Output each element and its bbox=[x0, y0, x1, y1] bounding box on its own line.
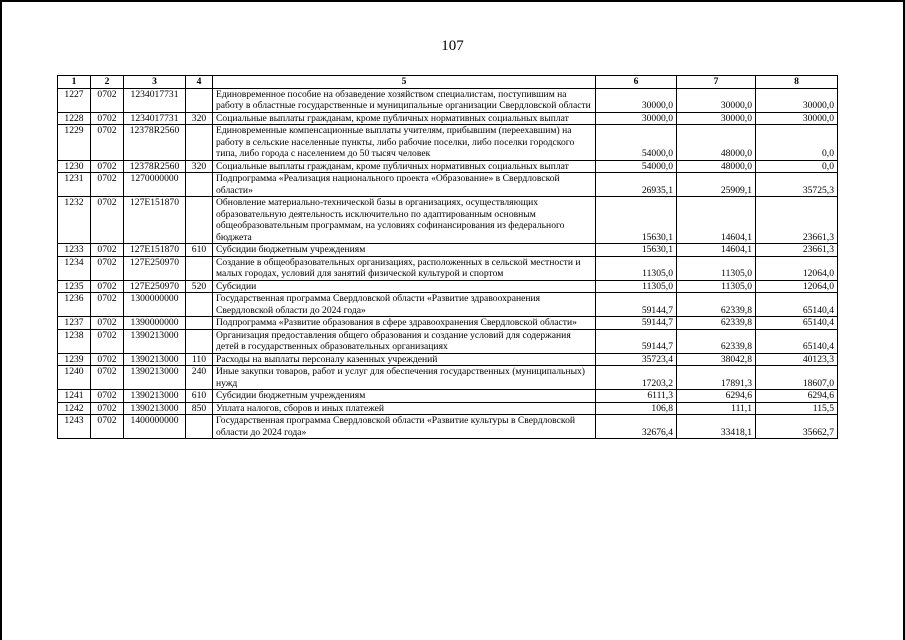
item-name-cell: Обновление материально-технической базы в организациях, осуществляющих образовательную деятельность исключительно по адаптированным основным общеобразовательным программам, на условиях софинансирования из федерального бюджета bbox=[213, 197, 596, 244]
row-number-cell: 1228 bbox=[58, 112, 91, 125]
item-name-cell: Субсидии бюджетным учреждениям bbox=[213, 390, 596, 403]
target-article-cell: 1390213000 bbox=[124, 402, 186, 415]
section-code-cell: 0702 bbox=[91, 415, 124, 439]
section-code-cell: 0702 bbox=[91, 173, 124, 197]
section-code-cell: 0702 bbox=[91, 329, 124, 353]
item-name-cell: Уплата налогов, сборов и иных платежей bbox=[213, 402, 596, 415]
page-number: 107 bbox=[441, 38, 464, 54]
amount-col7-cell: 62339,8 bbox=[677, 329, 756, 353]
amount-col8-cell: 23661,3 bbox=[756, 197, 838, 244]
amount-col8-cell: 30000,0 bbox=[756, 88, 838, 112]
amount-col6-cell: 15630,1 bbox=[596, 197, 677, 244]
amount-col6-cell: 11305,0 bbox=[596, 256, 677, 280]
row-number-cell: 1233 bbox=[58, 244, 91, 257]
amount-col6-cell: 59144,7 bbox=[596, 329, 677, 353]
expense-type-cell bbox=[186, 125, 213, 161]
expense-type-cell: 320 bbox=[186, 160, 213, 173]
table-row bbox=[58, 415, 838, 439]
section-code-cell: 0702 bbox=[91, 112, 124, 125]
amount-col8-cell: 65140,4 bbox=[756, 329, 838, 353]
amount-col8-cell: 18607,0 bbox=[756, 366, 838, 390]
amount-col7-cell: 11305,0 bbox=[677, 256, 756, 280]
expense-type-cell bbox=[186, 317, 213, 330]
col-header-6: 6 bbox=[596, 76, 677, 89]
target-article-cell: 127E151870 bbox=[124, 244, 186, 257]
amount-col7-cell: 30000,0 bbox=[677, 88, 756, 112]
item-name-cell: Субсидии bbox=[213, 280, 596, 293]
col-header-2: 2 bbox=[91, 76, 124, 89]
expense-type-cell: 610 bbox=[186, 390, 213, 403]
row-number-cell: 1241 bbox=[58, 390, 91, 403]
table-row bbox=[58, 390, 838, 403]
table-header-row bbox=[58, 76, 838, 89]
amount-col6-cell: 59144,7 bbox=[596, 317, 677, 330]
table-row bbox=[58, 293, 838, 317]
row-number-cell: 1227 bbox=[58, 88, 91, 112]
expense-type-cell: 850 bbox=[186, 402, 213, 415]
item-name-cell: Государственная программа Свердловской области «Развитие культуры в Свердловской области до 2024 года» bbox=[213, 415, 596, 439]
item-name-cell: Социальные выплаты гражданам, кроме публичных нормативных социальных выплат bbox=[213, 160, 596, 173]
row-number-cell: 1234 bbox=[58, 256, 91, 280]
scan-edge-top bbox=[0, 0, 905, 2]
amount-col6-cell: 17203,2 bbox=[596, 366, 677, 390]
amount-col7-cell: 38042,8 bbox=[677, 353, 756, 366]
amount-col6-cell: 6111,3 bbox=[596, 390, 677, 403]
col-header-5: 5 bbox=[213, 76, 596, 89]
target-article-cell: 127E250970 bbox=[124, 280, 186, 293]
target-article-cell: 1390213000 bbox=[124, 353, 186, 366]
target-article-cell: 1390000000 bbox=[124, 317, 186, 330]
expense-type-cell bbox=[186, 173, 213, 197]
expense-type-cell: 520 bbox=[186, 280, 213, 293]
scan-edge-left bbox=[0, 0, 2, 640]
amount-col6-cell: 32676,4 bbox=[596, 415, 677, 439]
target-article-cell: 1390213000 bbox=[124, 390, 186, 403]
target-article-cell: 12378R2560 bbox=[124, 160, 186, 173]
expense-type-cell bbox=[186, 415, 213, 439]
amount-col8-cell: 35725,3 bbox=[756, 173, 838, 197]
expense-type-cell bbox=[186, 293, 213, 317]
expense-type-cell bbox=[186, 256, 213, 280]
target-article-cell: 1234017731 bbox=[124, 88, 186, 112]
expense-type-cell bbox=[186, 197, 213, 244]
table-row bbox=[58, 197, 838, 244]
row-number-cell: 1240 bbox=[58, 366, 91, 390]
amount-col6-cell: 59144,7 bbox=[596, 293, 677, 317]
item-name-cell: Подпрограмма «Развитие образования в сфере здравоохранения Свердловской области» bbox=[213, 317, 596, 330]
expense-type-cell bbox=[186, 329, 213, 353]
row-number-cell: 1230 bbox=[58, 160, 91, 173]
table-row bbox=[58, 244, 838, 257]
amount-col7-cell: 33418,1 bbox=[677, 415, 756, 439]
item-name-cell: Создание в общеобразовательных организациях, расположенных в сельской местности и малых городах, условий для занятий физической культурой и спортом bbox=[213, 256, 596, 280]
table-row bbox=[58, 125, 838, 161]
amount-col8-cell: 65140,4 bbox=[756, 317, 838, 330]
item-name-cell: Организация предоставления общего образования и создание условий для содержания детей в государственных образовательных организациях bbox=[213, 329, 596, 353]
expense-type-cell: 240 bbox=[186, 366, 213, 390]
amount-col8-cell: 115,5 bbox=[756, 402, 838, 415]
amount-col6-cell: 15630,1 bbox=[596, 244, 677, 257]
amount-col7-cell: 62339,8 bbox=[677, 317, 756, 330]
amount-col7-cell: 48000,0 bbox=[677, 125, 756, 161]
amount-col8-cell: 35662,7 bbox=[756, 415, 838, 439]
amount-col7-cell: 14604,1 bbox=[677, 244, 756, 257]
section-code-cell: 0702 bbox=[91, 390, 124, 403]
expense-type-cell bbox=[186, 88, 213, 112]
amount-col7-cell: 48000,0 bbox=[677, 160, 756, 173]
section-code-cell: 0702 bbox=[91, 88, 124, 112]
amount-col8-cell: 0,0 bbox=[756, 125, 838, 161]
table-row bbox=[58, 317, 838, 330]
table-row bbox=[58, 112, 838, 125]
row-number-cell: 1238 bbox=[58, 329, 91, 353]
amount-col6-cell: 106,8 bbox=[596, 402, 677, 415]
amount-col7-cell: 30000,0 bbox=[677, 112, 756, 125]
amount-col8-cell: 6294,6 bbox=[756, 390, 838, 403]
section-code-cell: 0702 bbox=[91, 366, 124, 390]
target-article-cell: 1390213000 bbox=[124, 329, 186, 353]
amount-col8-cell: 23661,3 bbox=[756, 244, 838, 257]
item-name-cell: Субсидии бюджетным учреждениям bbox=[213, 244, 596, 257]
table-row bbox=[58, 366, 838, 390]
target-article-cell: 1400000000 bbox=[124, 415, 186, 439]
amount-col7-cell: 111,1 bbox=[677, 402, 756, 415]
target-article-cell: 127E151870 bbox=[124, 197, 186, 244]
item-name-cell: Иные закупки товаров, работ и услуг для обеспечения государственных (муниципальных) нужд bbox=[213, 366, 596, 390]
section-code-cell: 0702 bbox=[91, 317, 124, 330]
item-name-cell: Единовременные компенсационные выплаты учителям, прибывшим (переехавшим) на работу в сельские населенные пункты, либо рабочие поселки, либо поселки городского типа, либо города с населением до 50 тысяч человек bbox=[213, 125, 596, 161]
amount-col8-cell: 0,0 bbox=[756, 160, 838, 173]
amount-col6-cell: 30000,0 bbox=[596, 88, 677, 112]
row-number-cell: 1242 bbox=[58, 402, 91, 415]
row-number-cell: 1239 bbox=[58, 353, 91, 366]
target-article-cell: 1390213000 bbox=[124, 366, 186, 390]
table-row bbox=[58, 88, 838, 112]
col-header-4: 4 bbox=[186, 76, 213, 89]
table-body bbox=[58, 88, 838, 439]
section-code-cell: 0702 bbox=[91, 125, 124, 161]
amount-col7-cell: 17891,3 bbox=[677, 366, 756, 390]
amount-col6-cell: 26935,1 bbox=[596, 173, 677, 197]
row-number-cell: 1231 bbox=[58, 173, 91, 197]
target-article-cell: 1270000000 bbox=[124, 173, 186, 197]
section-code-cell: 0702 bbox=[91, 353, 124, 366]
col-header-3: 3 bbox=[124, 76, 186, 89]
target-article-cell: 1300000000 bbox=[124, 293, 186, 317]
section-code-cell: 0702 bbox=[91, 280, 124, 293]
table-row bbox=[58, 173, 838, 197]
target-article-cell: 127E250970 bbox=[124, 256, 186, 280]
amount-col8-cell: 30000,0 bbox=[756, 112, 838, 125]
section-code-cell: 0702 bbox=[91, 197, 124, 244]
table-row bbox=[58, 353, 838, 366]
amount-col6-cell: 54000,0 bbox=[596, 160, 677, 173]
amount-col7-cell: 14604,1 bbox=[677, 197, 756, 244]
amount-col8-cell: 12064,0 bbox=[756, 256, 838, 280]
amount-col8-cell: 40123,3 bbox=[756, 353, 838, 366]
item-name-cell: Единовременное пособие на обзаведение хозяйством специалистам, поступившим на работу в областные государственные и муниципальные организации Свердловской области bbox=[213, 88, 596, 112]
item-name-cell: Расходы на выплаты персоналу казенных учреждений bbox=[213, 353, 596, 366]
target-article-cell: 1234017731 bbox=[124, 112, 186, 125]
amount-col6-cell: 35723,4 bbox=[596, 353, 677, 366]
row-number-cell: 1232 bbox=[58, 197, 91, 244]
col-header-7: 7 bbox=[677, 76, 756, 89]
row-number-cell: 1235 bbox=[58, 280, 91, 293]
row-number-cell: 1229 bbox=[58, 125, 91, 161]
amount-col6-cell: 54000,0 bbox=[596, 125, 677, 161]
target-article-cell: 12378R2560 bbox=[124, 125, 186, 161]
section-code-cell: 0702 bbox=[91, 244, 124, 257]
table-row bbox=[58, 402, 838, 415]
amount-col7-cell: 11305,0 bbox=[677, 280, 756, 293]
col-header-1: 1 bbox=[58, 76, 91, 89]
item-name-cell: Социальные выплаты гражданам, кроме публичных нормативных социальных выплат bbox=[213, 112, 596, 125]
amount-col7-cell: 6294,6 bbox=[677, 390, 756, 403]
amount-col6-cell: 30000,0 bbox=[596, 112, 677, 125]
budget-table bbox=[57, 75, 838, 439]
section-code-cell: 0702 bbox=[91, 293, 124, 317]
table-row bbox=[58, 280, 838, 293]
section-code-cell: 0702 bbox=[91, 160, 124, 173]
expense-type-cell: 610 bbox=[186, 244, 213, 257]
amount-col7-cell: 25909,1 bbox=[677, 173, 756, 197]
row-number-cell: 1236 bbox=[58, 293, 91, 317]
col-header-8: 8 bbox=[756, 76, 838, 89]
table-row bbox=[58, 256, 838, 280]
item-name-cell: Подпрограмма «Реализация национального проекта «Образование» в Свердловской области» bbox=[213, 173, 596, 197]
row-number-cell: 1237 bbox=[58, 317, 91, 330]
amount-col8-cell: 65140,4 bbox=[756, 293, 838, 317]
amount-col8-cell: 12064,0 bbox=[756, 280, 838, 293]
table-row bbox=[58, 160, 838, 173]
table-row bbox=[58, 329, 838, 353]
row-number-cell: 1243 bbox=[58, 415, 91, 439]
expense-type-cell: 320 bbox=[186, 112, 213, 125]
section-code-cell: 0702 bbox=[91, 402, 124, 415]
section-code-cell: 0702 bbox=[91, 256, 124, 280]
amount-col6-cell: 11305,0 bbox=[596, 280, 677, 293]
expense-type-cell: 110 bbox=[186, 353, 213, 366]
amount-col7-cell: 62339,8 bbox=[677, 293, 756, 317]
item-name-cell: Государственная программа Свердловской области «Развитие здравоохранения Свердловской области до 2024 года» bbox=[213, 293, 596, 317]
